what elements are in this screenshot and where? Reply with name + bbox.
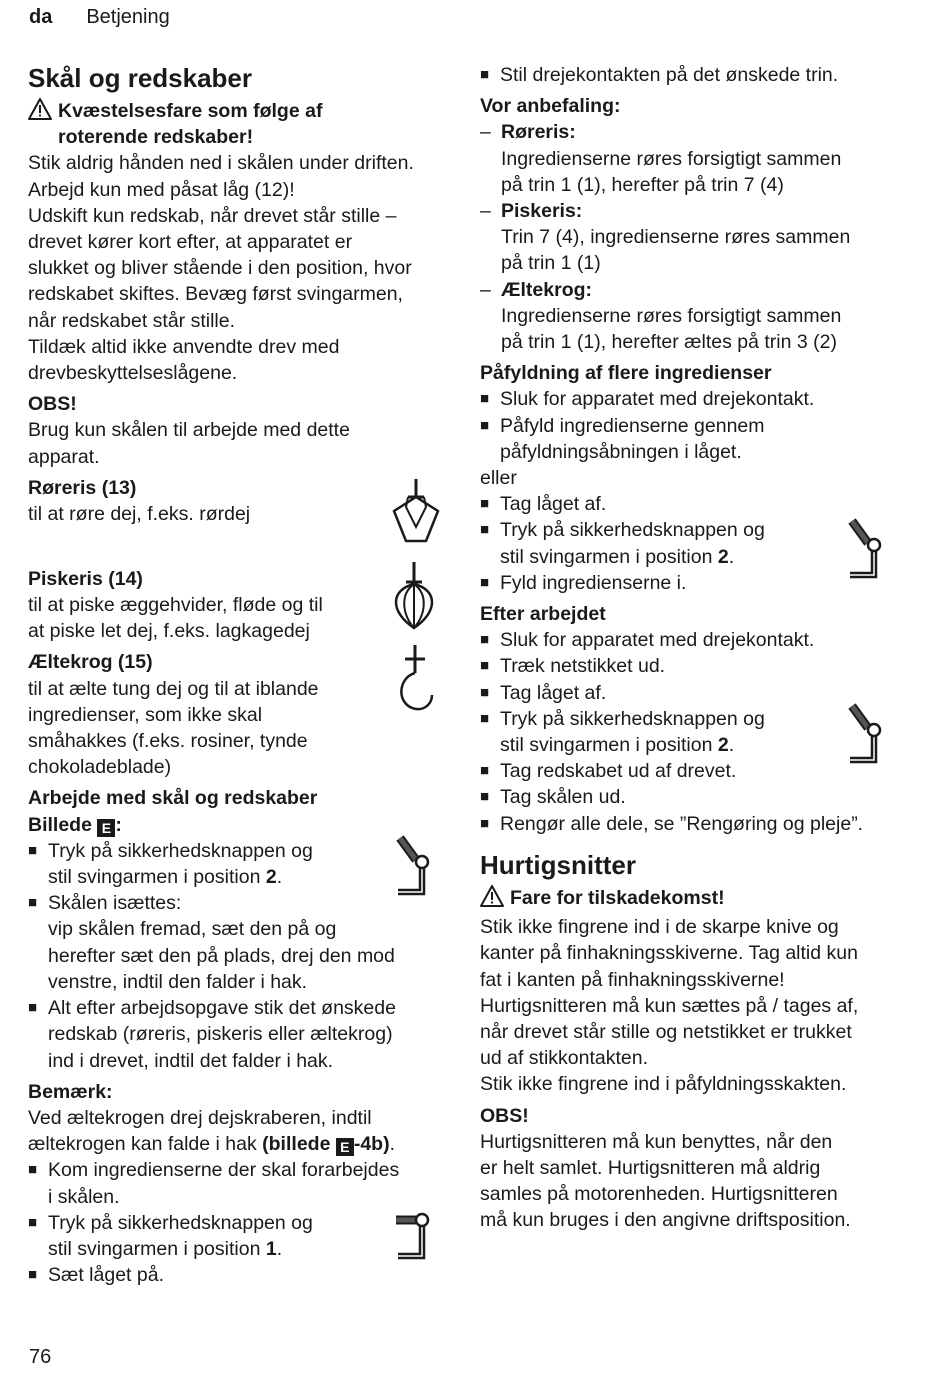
text-line: Tag låget af. xyxy=(500,681,607,704)
text-line: ind i drevet, indtil det falder i hak. xyxy=(48,1049,334,1072)
roereris-block xyxy=(28,475,456,561)
text-line: Rengør alle dele, se ”Rengøring og pleje”. xyxy=(500,812,864,835)
text-line: stil svingarmen i position xyxy=(500,734,718,757)
text-line: i skålen. xyxy=(48,1185,120,1208)
text-line: ingredienser, som ikke skal xyxy=(28,703,263,726)
text-line: Tag skålen ud. xyxy=(500,786,626,809)
text-line: Trin 7 (4), ingredienserne røres sammen xyxy=(501,226,851,249)
list-item: ■ Stil drejekontakten på det ønskede trin. xyxy=(480,62,920,88)
text-line: Sæt låget på. xyxy=(48,1264,164,1287)
page-header xyxy=(29,6,170,29)
list-item: ■ Rengør alle dele, se ”Rengøring og pleje”. xyxy=(480,811,920,837)
page-number: 76 xyxy=(29,1346,52,1368)
text-line: redskab (røreris, piskeris eller æltekrog) xyxy=(48,1023,393,1046)
list-item: ■ Tag låget af. xyxy=(480,680,920,706)
list-item: ■ Kom ingredienserne der skal forarbejdes i skålen. xyxy=(28,1157,456,1209)
text-line: Sluk for apparatet med drejekontakt. xyxy=(500,388,815,411)
list-item: ■ Påfyld ingredienserne gennem påfyldningsåbningen i låget. xyxy=(480,413,920,465)
text-line: Kom ingredienserne der skal forarbejdes xyxy=(48,1159,400,1182)
figure-ref-box: E xyxy=(97,819,115,837)
text-line: Tag redskabet ud af drevet. xyxy=(500,760,737,783)
text-line: Fyld ingredienserne i. xyxy=(500,571,687,594)
text-line: . xyxy=(276,866,283,889)
piskeris-heading: Piskeris (14) xyxy=(28,567,143,590)
step-5 xyxy=(28,1210,456,1262)
text-line: når redskabet står stille. xyxy=(28,309,236,332)
recommendation-title: Piskeris: xyxy=(501,200,583,223)
left-column xyxy=(28,62,456,1288)
swivel-arm-position-1-icon xyxy=(392,1210,438,1264)
list-item: ■ Skålen isættes: vip skålen fremad, sæt den på og herefter sæt den på plads, drej den mod venstre, indtil den falder i hak. xyxy=(28,890,456,995)
list-item: ■ Tag skålen ud. xyxy=(480,784,920,810)
list-item: ■ Tag redskabet ud af drevet. xyxy=(480,758,920,784)
text-line: Brug kun skålen til arbejde med dette xyxy=(28,419,350,442)
section-name: Betjening xyxy=(86,6,170,28)
bemaerk-heading: Bemærk: xyxy=(28,1080,113,1103)
text-line: æltekrogen kan falde i hak xyxy=(28,1133,263,1156)
bemaerk-line-2 xyxy=(28,1131,456,1157)
text-line: Ingredienserne røres forsigtigt sammen xyxy=(501,147,842,170)
efter-step-4 xyxy=(480,706,920,758)
text-line: redskabet skiftes. Bevæg først svingarmen, xyxy=(28,283,403,306)
list-item: ■ Sluk for apparatet med drejekontakt. xyxy=(480,627,920,653)
text-line: stil svingarmen i position xyxy=(48,866,266,889)
text-line: . xyxy=(276,1237,283,1260)
figure-ref-box: E xyxy=(336,1138,354,1156)
text-line: på trin 1 (1), herefter på trin 7 (4) xyxy=(501,173,784,196)
anbefaling-heading: Vor anbefaling: xyxy=(480,95,621,118)
text-line: Arbejd kun med påsat låg (12)! xyxy=(28,178,295,201)
arbejde-heading: Arbejde med skål og redskaber xyxy=(28,787,318,810)
recommendation-title: Røreris: xyxy=(501,121,576,144)
aeltekrog-heading: Æltekrog (15) xyxy=(28,651,153,674)
text-line: Hurtigsnitteren må kun sættes på / tages af, xyxy=(480,994,859,1017)
text-line: kanter på finhakningsskiverne. Tag altid kun xyxy=(480,942,858,965)
warning-icon xyxy=(28,98,58,150)
recommendation-title: Æltekrog: xyxy=(501,278,593,301)
text-line: er helt samlet. Hurtigsnitteren må aldrig xyxy=(480,1156,821,1179)
recommendation-item: – Røreris: Ingredienserne røres forsigtigt sammen på trin 1 (1), herefter på trin 7 (4) xyxy=(480,119,920,198)
position-number: 2 xyxy=(265,866,277,889)
text-line: . xyxy=(728,545,735,568)
list-item: ■ Tryk på sikkerhedsknappen og stil svingarmen i position 2. xyxy=(28,839,313,889)
text-line: til at piske æggehvider, fløde og til xyxy=(28,594,323,617)
list-item: ■ Tag låget af. xyxy=(480,491,920,517)
obs-heading: OBS! xyxy=(480,1104,529,1127)
language-code: da xyxy=(29,6,53,28)
recommendation-item: – Æltekrog: Ingredienserne røres forsigtigt sammen på trin 1 (1), herefter æltes på trin 3 (2) xyxy=(480,277,920,356)
list-item: ■ Tryk på sikkerhedsknappen og stil svingarmen i position 2. xyxy=(480,707,765,757)
text-line: samles på motorenheden. Hurtigsnitteren xyxy=(480,1183,838,1206)
text-line: at piske let dej, f.eks. lagkagedej xyxy=(28,620,310,643)
warning-block xyxy=(480,885,920,914)
text-line: Ved æltekrogen drej dejskraberen, indtil xyxy=(28,1106,372,1129)
paafyld-step-4 xyxy=(480,517,920,569)
text-line: drevet kører kort efter, at apparatet er xyxy=(28,231,353,254)
list-item: ■ Alt efter arbejdsopgave stik det ønskede redskab (røreris, piskeris eller æltekrog) ind i drevet, indtil det falder i hak. xyxy=(28,995,456,1074)
dough-hook-icon xyxy=(390,643,440,715)
text-line: Tildæk altid ikke anvendte drev med xyxy=(28,335,340,358)
balloon-whisk-icon xyxy=(384,560,444,634)
billede-colon: : xyxy=(115,813,122,836)
text-line: Stik ikke fingrene ind i påfyldningsskakten. xyxy=(480,1073,847,1096)
text-line: Alt efter arbejdsopgave stik det ønskede xyxy=(48,997,396,1020)
text-line: drevbeskyttelseslågene. xyxy=(28,362,238,385)
text-line: apparat. xyxy=(28,445,100,468)
text-line: påfyldningsåbningen i låget. xyxy=(500,440,742,463)
swivel-arm-position-2-icon xyxy=(844,702,890,766)
warning-block xyxy=(28,98,456,150)
text-line: venstre, indtil den falder i hak. xyxy=(48,970,308,993)
text-line: til at ælte tung dej og til at iblande xyxy=(28,677,319,700)
swivel-arm-position-2-icon xyxy=(392,834,438,898)
obs-heading: OBS! xyxy=(28,393,77,416)
efter-heading: Efter arbejdet xyxy=(480,603,606,626)
text-line: Tryk på sikkerhedsknappen og xyxy=(48,1211,313,1234)
text-line: Tryk på sikkerhedsknappen og xyxy=(500,519,765,542)
text-line: stil svingarmen i position xyxy=(48,1237,266,1260)
text-line: Udskift kun redskab, når drevet står stille – xyxy=(28,204,397,227)
whisk-beater-icon xyxy=(386,477,446,547)
piskeris-block xyxy=(28,566,456,645)
list-item: ■ Tryk på sikkerhedsknappen og stil svingarmen i position 2. xyxy=(480,519,765,568)
text-line: . xyxy=(728,734,735,757)
warning-title-line: Fare for tilskadekomst! xyxy=(510,886,725,909)
figure-ref-text: (billede xyxy=(262,1133,336,1156)
list-item: ■ Sluk for apparatet med drejekontakt. xyxy=(480,386,920,412)
text-line: Stil drejekontakten på det ønskede trin. xyxy=(500,64,839,86)
text-line: Træk netstikket ud. xyxy=(500,655,666,678)
text-line: Tryk på sikkerhedsknappen og xyxy=(500,707,765,730)
list-item: ■ Fyld ingredienserne i. xyxy=(480,570,920,596)
section-title: Skål og redskaber xyxy=(28,63,252,93)
text-line: Påfyld ingredienserne gennem xyxy=(500,414,765,437)
text-line: Tag låget af. xyxy=(500,493,607,516)
warning-icon xyxy=(480,885,510,914)
text-line: når drevet står stille og netstikket er trukket xyxy=(480,1020,852,1043)
text-line: fat i kanten på finhakningsskiverne! xyxy=(480,968,785,991)
list-item: ■ Træk netstikket ud. xyxy=(480,653,920,679)
position-number: 2 xyxy=(717,545,729,568)
text-line: småhakkes (f.eks. rosiner, tynde xyxy=(28,730,308,753)
text-line: Stik aldrig hånden ned i skålen under driften. xyxy=(28,152,414,175)
roereris-heading: Røreris (13) xyxy=(28,476,137,499)
text-line: på trin 1 (1), herefter æltes på trin 3 (2) xyxy=(501,331,837,354)
paafyldning-heading: Påfyldning af flere ingredienser xyxy=(480,362,772,385)
swivel-arm-position-2-icon xyxy=(844,517,890,581)
text-line: Tryk på sikkerhedsknappen og xyxy=(48,839,313,862)
text-line: Skålen isættes: xyxy=(48,892,182,915)
text-line: på trin 1 (1) xyxy=(501,252,601,275)
hurtigsnitter-title: Hurtigsnitter xyxy=(480,849,636,880)
right-column xyxy=(480,62,920,1234)
recommendation-item: – Piskeris: Trin 7 (4), ingredienserne røres sammen på trin 1 (1) xyxy=(480,198,920,277)
text-line: ud af stikkontakten. xyxy=(480,1047,649,1070)
warning-title-line: Kvæstelsesfare som følge af xyxy=(58,100,323,122)
text-line: må kun bruges i den angivne driftsposition. xyxy=(480,1209,851,1232)
warning-title-line: roterende redskaber! xyxy=(58,126,254,149)
text-line: Hurtigsnitteren må kun benyttes, når den xyxy=(480,1130,833,1153)
text-line: Stik ikke fingrene ind i de skarpe knive og xyxy=(480,916,839,939)
list-item: ■ Tryk på sikkerhedsknappen og stil svingarmen i position 1. xyxy=(28,1211,313,1260)
text-line: . xyxy=(389,1133,396,1156)
text-line: herefter sæt den på plads, drej den mod xyxy=(48,944,395,967)
text-line: Ingredienserne røres forsigtigt sammen xyxy=(501,304,842,327)
text-line: stil svingarmen i position xyxy=(500,545,718,568)
text-line: eller xyxy=(480,467,517,490)
position-number: 1 xyxy=(265,1237,277,1260)
position-number: 2 xyxy=(717,734,729,757)
text-line: vip skålen fremad, sæt den på og xyxy=(48,918,337,941)
figure-ref-text: -4b) xyxy=(353,1133,390,1156)
aeltekrog-block xyxy=(28,649,456,780)
text-line: chokoladeblade) xyxy=(28,756,172,779)
step-1 xyxy=(28,838,456,890)
text-line: til at røre dej, f.eks. rørdej xyxy=(28,503,251,526)
text-line: Sluk for apparatet med drejekontakt. xyxy=(500,629,815,652)
list-item: ■ Sæt låget på. xyxy=(28,1262,456,1288)
billede-label: Billede xyxy=(28,813,92,836)
text-line: slukket og bliver stående i den position, hvor xyxy=(28,257,412,280)
